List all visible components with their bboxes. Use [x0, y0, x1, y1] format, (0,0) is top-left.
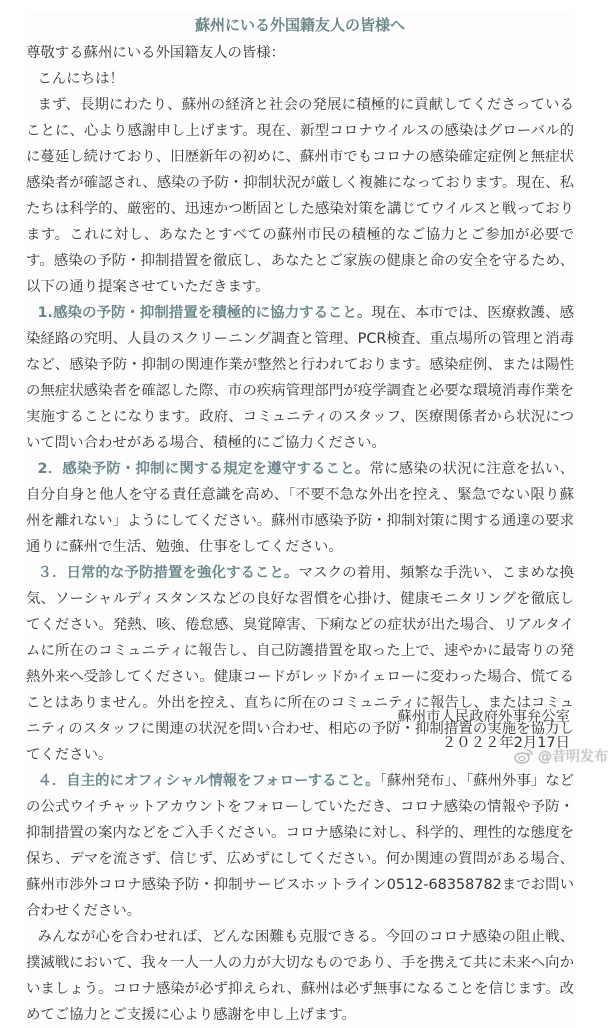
weibo-logo-icon — [514, 747, 534, 765]
signature-org: 蘇州市人民政府外事弁公室 — [397, 709, 570, 725]
item-heading: ４．自主的にオフィシャル情報をフォローすること。 — [37, 773, 380, 789]
greeting: こんにちは！ — [37, 71, 124, 87]
closing-paragraph: みんなが心を合わせれば、どんな困難も克服できる。今回のコロナ感染の阻止戦、撲滅戦において、我々一人一人の力が大切なものであり、手を携えて共に未来へ向かいましょう。コロナ感染が必ず抑えられ、蘇州は必ず無事になることを信じます。改めてご協力とご支援に心より感謝を申し上げます。 — [26, 929, 574, 1023]
item-body: 現在、本市では、医療救護、感染経路の究明、人員のスクリーニング調査と管理、PCR検査、重点場所の管理と消毒など、感染予防・抑制の関連作業が整然と行われております。感染症例、または陽性の無症状感染者を確認した際、市の疾病管理部門が疫学調査と必要な環境消毒作業を実施することになります。政府、コミュニティのスタッフ、医療関係者から状況について問い合わせがある場合、積極的にご協力ください。 — [26, 305, 574, 451]
letter-title: 蘇州にいる外国籍友人の皆様へ — [194, 16, 405, 34]
watermark — [514, 746, 608, 766]
item-heading: 2．感染予防・抑制に関する規定を遵守すること。 — [37, 461, 370, 477]
intro-paragraph: まず、長期にわたり、蘇州の経済と社会の発展に積極的に貢献してくださっていることに、心より感謝申し上げます。現在、新型コロナウイルスの感染はグローバル的に蔓延し続けており、旧歴新年の初めに、蘇州市でもコロナの感染確定症例と無症状感染者が確認され、感染の予防・抑制状況が厳しく複雑になっております。現在、私たちは科学的、厳密的、迅速かつ断固とした感染対策を講じてウイルスと戦っております。これに対し、あなたとすべての蘇州市民の積極的なご協力とご参加が必要です。感染の予防・抑制措置を徹底し、あなたとご家族の健康と命の安全を守るため、以下の通り提案させていただきます。 — [26, 97, 574, 295]
watermark-text: @昔明发布 — [538, 749, 608, 765]
item-heading: 1.感染の予防・抑制措置を積極的に協力すること。 — [37, 305, 372, 321]
item-body: 「蘇州発布」、「蘇州外事」などの公式ウイチャットアカウントをフォローしていただき、コロナ感染の情報や予防・抑制措置の案内などをご入手ください。コロナ感染に対し、科学的、理性的な態度を保ち、デマを流さず、信じず、広めずにしてください。何か関連の質問がある場合、蘇州市渉外コロナ感染予防・抑制サービスホットライン0512-68358782までお問い合わせください。 — [26, 773, 574, 919]
item-paragraph — [26, 300, 574, 456]
item-paragraph — [26, 456, 574, 560]
item-paragraph — [26, 768, 574, 924]
item-body: マスクの着用、頻繁な手洗い、こまめな換気、ソーシャルディスタンスなどの良好な習慣を心掛け、健康モニタリングを徹底してください。発熱、咳、倦怠感、臭覚障害、下痢などの症状が出た場合、リアルタイムに所在のコミュニティに報告し、自己防護措置を取った上で、速やかに最寄りの発熱外来へ受診してください。健康コードがレッドかイェローに変わった場合、慌てることはありません。外出を控え、直ちに所在のコミュニティに報告し、またはコミュニティのスタッフに関連の状況を問い合わせ、相応の予防・抑制措置の実施を協力してください。 — [26, 565, 574, 763]
item-heading: ３．日常的な予防措置を強化すること。 — [37, 565, 299, 581]
salutation: 尊敬する蘇州にいる外国籍友人の皆様： — [26, 45, 286, 61]
item-body: 常に感染の状況に注意を払い、自分自身と他人を守る責任意識を高め、「不要不急な外出を控え、緊急でない限り蘇州を離れない」ようにしてください。蘇州市感染予防・抑制対策に関する通達の要求通りに蘇州で生活、勉強、仕事をしてください。 — [26, 461, 574, 555]
signature-date: ２０２２年2月17日 — [441, 735, 570, 751]
letter — [26, 12, 574, 1028]
